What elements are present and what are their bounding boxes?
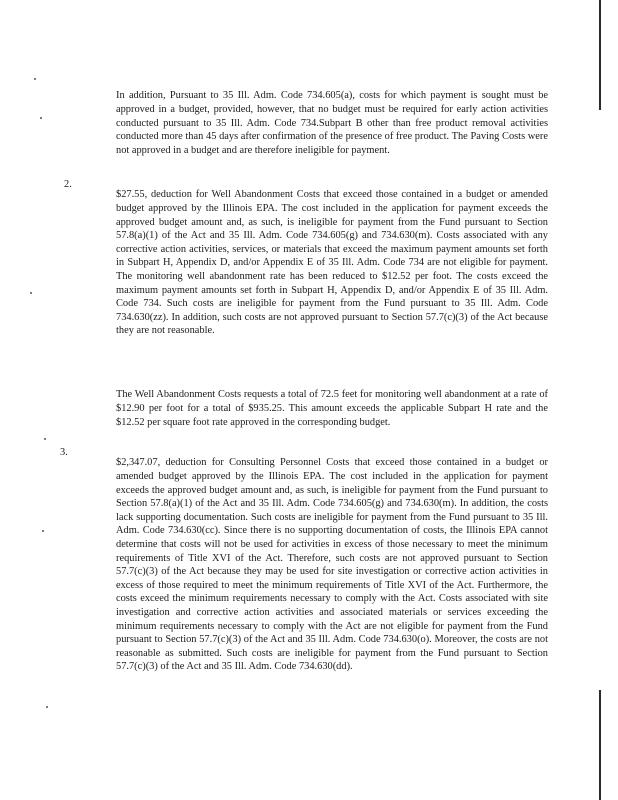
item-number-3: 3. — [60, 447, 68, 458]
scan-edge-line-top — [599, 0, 601, 110]
scan-speck — [44, 438, 46, 440]
item-2-followup-paragraph: The Well Abandonment Costs requests a total of 72.5 feet for monitoring well abandonment at a rate of $12.90 per foot for a total of $935.25. This amount exceeds the applicable Subpart H rate and the $12.52 per square foot rate approved in the corresponding budget. — [116, 389, 548, 428]
scan-speck — [34, 78, 36, 80]
scan-speck — [42, 530, 44, 532]
scan-speck — [40, 117, 42, 119]
scan-speck — [30, 292, 32, 294]
item-3-paragraph: $2,347.07, deduction for Consulting Personnel Costs that exceed those contained in a budget or amended budget approved by the Illinois EPA. The cost included in the application for payment exceeds the approved budget amount and, as such, is ineligible for payment from the Fund pursuant to Section 57.8(a)(1) of the Act and 35 Ill. Adm. Code 734.605(g) and 734.630(m). In addition, the costs lack supporting documentation. Such costs are ineligible for payment from the Fund pursuant to 35 Ill. Adm. Code 734.630(cc). Since there is no supporting documentation of costs, the Illinois EPA cannot determine that costs will not be used for activities in excess of those necessary to meet the minimum requirements of Title XVI of the Act. Therefore, such costs are not approved pursuant to Section 57.7(c)(3) of the Act because they may be used for site investigation or corrective action activities in excess of those required to meet the minimum requirements of Title XVI of the Act. Furthermore, the costs exceed the minimum requirements necessary to comply with the Act. Costs associated with site investigation and corrective action activities and associated materials or services exceeding the minimum requirements necessary to comply with the Act are not eligible for payment from the Fund pursuant to Section 57.7(c)(3) of the Act and 35 Ill. Adm. Code 734.630(o). Moreover, the costs are not reasonable as submitted. Such costs are ineligible for payment from the Fund pursuant to Section 57.7(c)(3) of the Act and 35 Ill. Adm. Code 734.630(dd). — [116, 457, 548, 673]
item-2-paragraph: $27.55, deduction for Well Abandonment Costs that exceed those contained in a budget or amended budget approved by the Illinois EPA. The cost included in the application for payment exceeds the approved budget amount and, as such, is ineligible for payment from the Fund pursuant to Section 57.8(a)(1) of the Act and 35 Ill. Adm. Code 734.605(g) and 734.630(m). Costs associated with any corrective action activities, services, or materials that exceed the maximum payment amounts set forth in Subpart H, Appendix D, and/or Appendix E of 35 Ill. Adm. Code 734 are not eligible for payment. The monitoring well abandonment rate has been reduced to $12.52 per foot. The costs exceed the maximum payment amounts set forth in Subpart H, Appendix D, and/or Appendix E of 35 Ill. Adm. Code 734. Such costs are ineligible for payment from the Fund pursuant to 35 Ill. Adm. Code 734.630(zz). In addition, such costs are not approved pursuant to Section 57.7(c)(3) of the Act because they are not reasonable. — [116, 189, 548, 337]
scan-edge-line-bottom — [599, 690, 601, 800]
intro-paragraph: In addition, Pursuant to 35 Ill. Adm. Code 734.605(a), costs for which payment is sought must be approved in a budget, provided, however, that no budget must be required for early action activities conducted pursuant to 35 Ill. Adm. Code 734.Subpart B other than free product removal activities conducted more than 45 days after confirmation of the presence of free product. The Paving Costs were not approved in a budget and are therefore ineligible for payment. — [116, 90, 548, 156]
item-number-2: 2. — [64, 179, 72, 190]
scan-speck — [46, 706, 48, 708]
